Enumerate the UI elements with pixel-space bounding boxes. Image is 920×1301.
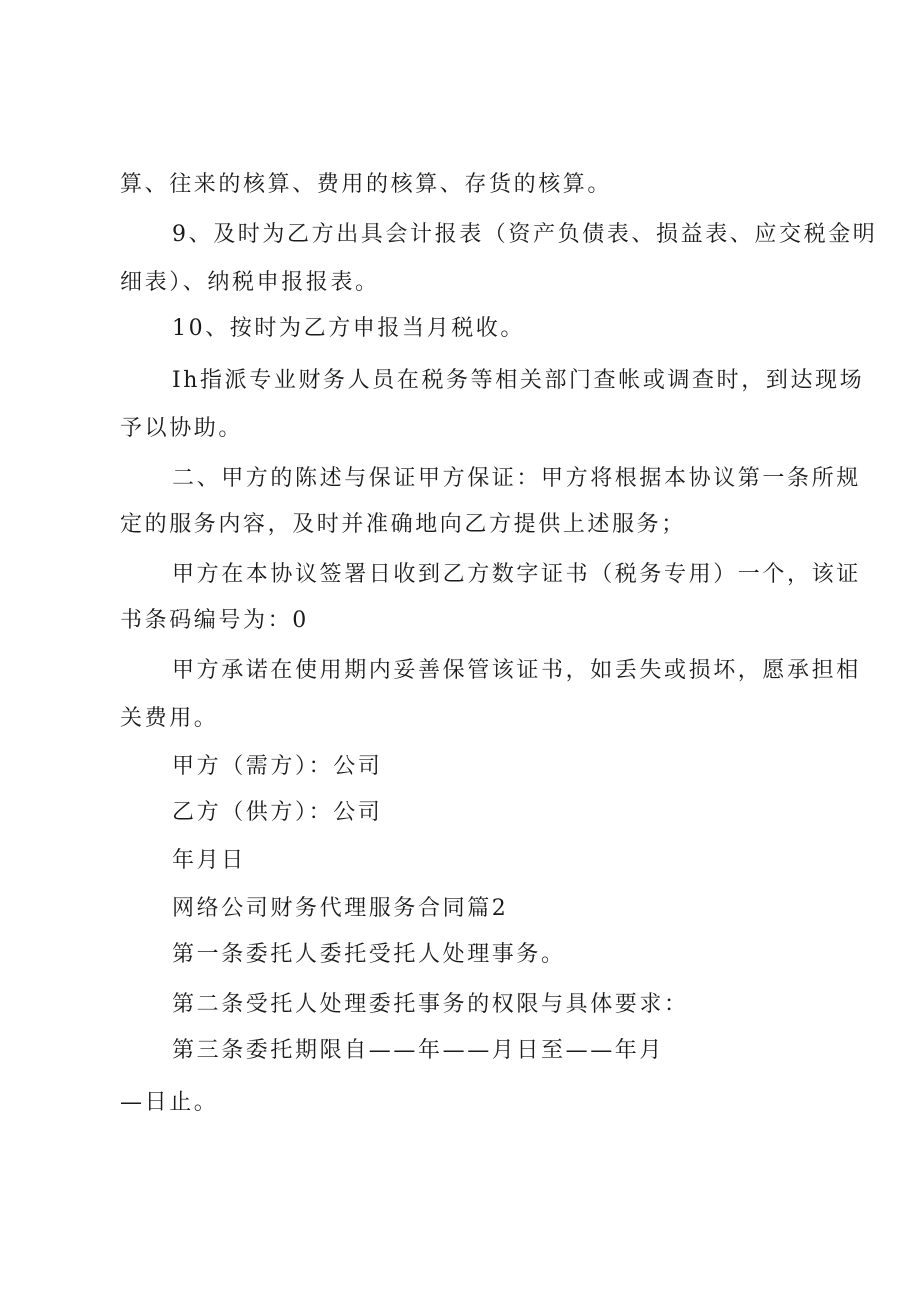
text-line: 甲方承诺在使用期内妥善保管该证书，如丢失或损坏，愿承担相 xyxy=(172,658,861,683)
text-line: 年月日 xyxy=(172,848,246,873)
text-line: Ih指派专业财务人员在税务等相关部门查帐或调查时，到达现场 xyxy=(172,368,865,393)
text-line: 算、往来的核算、费用的核算、存货的核算。 xyxy=(120,172,613,197)
text-line: —日止。 xyxy=(120,1090,219,1115)
text-line: 二、甲方的陈述与保证甲方保证：甲方将根据本协议第一条所规 xyxy=(172,466,861,491)
text-line: 予以协助。 xyxy=(120,416,244,441)
text-line: 甲方（需方）：公司 xyxy=(172,754,383,779)
text-line: 乙方（供方）：公司 xyxy=(172,800,383,825)
text-line: 9、及时为乙方出具会计报表（资产负债表、损益表、应交税金明 xyxy=(172,222,878,247)
text-line: 定的服务内容，及时并准确地向乙方提供上述服务； xyxy=(120,512,686,537)
text-line: 第二条受托人处理委托事务的权限与具体要求： xyxy=(172,992,689,1017)
text-line: 10、按时为乙方申报当月税收。 xyxy=(172,316,525,341)
text-line: 细表）、纳税申报报表。 xyxy=(120,270,380,295)
text-line: 网络公司财务代理服务合同篇2 xyxy=(172,896,509,921)
text-line: 甲方在本协议签署日收到乙方数字证书（税务专用）一个，该证 xyxy=(172,562,861,587)
text-line: 第三条委托期限自——年——月日至——年月 xyxy=(172,1038,665,1063)
text-line: 书条码编号为：0 xyxy=(120,608,309,633)
text-line: 关费用。 xyxy=(120,706,219,731)
text-line: 第一条委托人委托受托人处理事务。 xyxy=(172,942,566,967)
